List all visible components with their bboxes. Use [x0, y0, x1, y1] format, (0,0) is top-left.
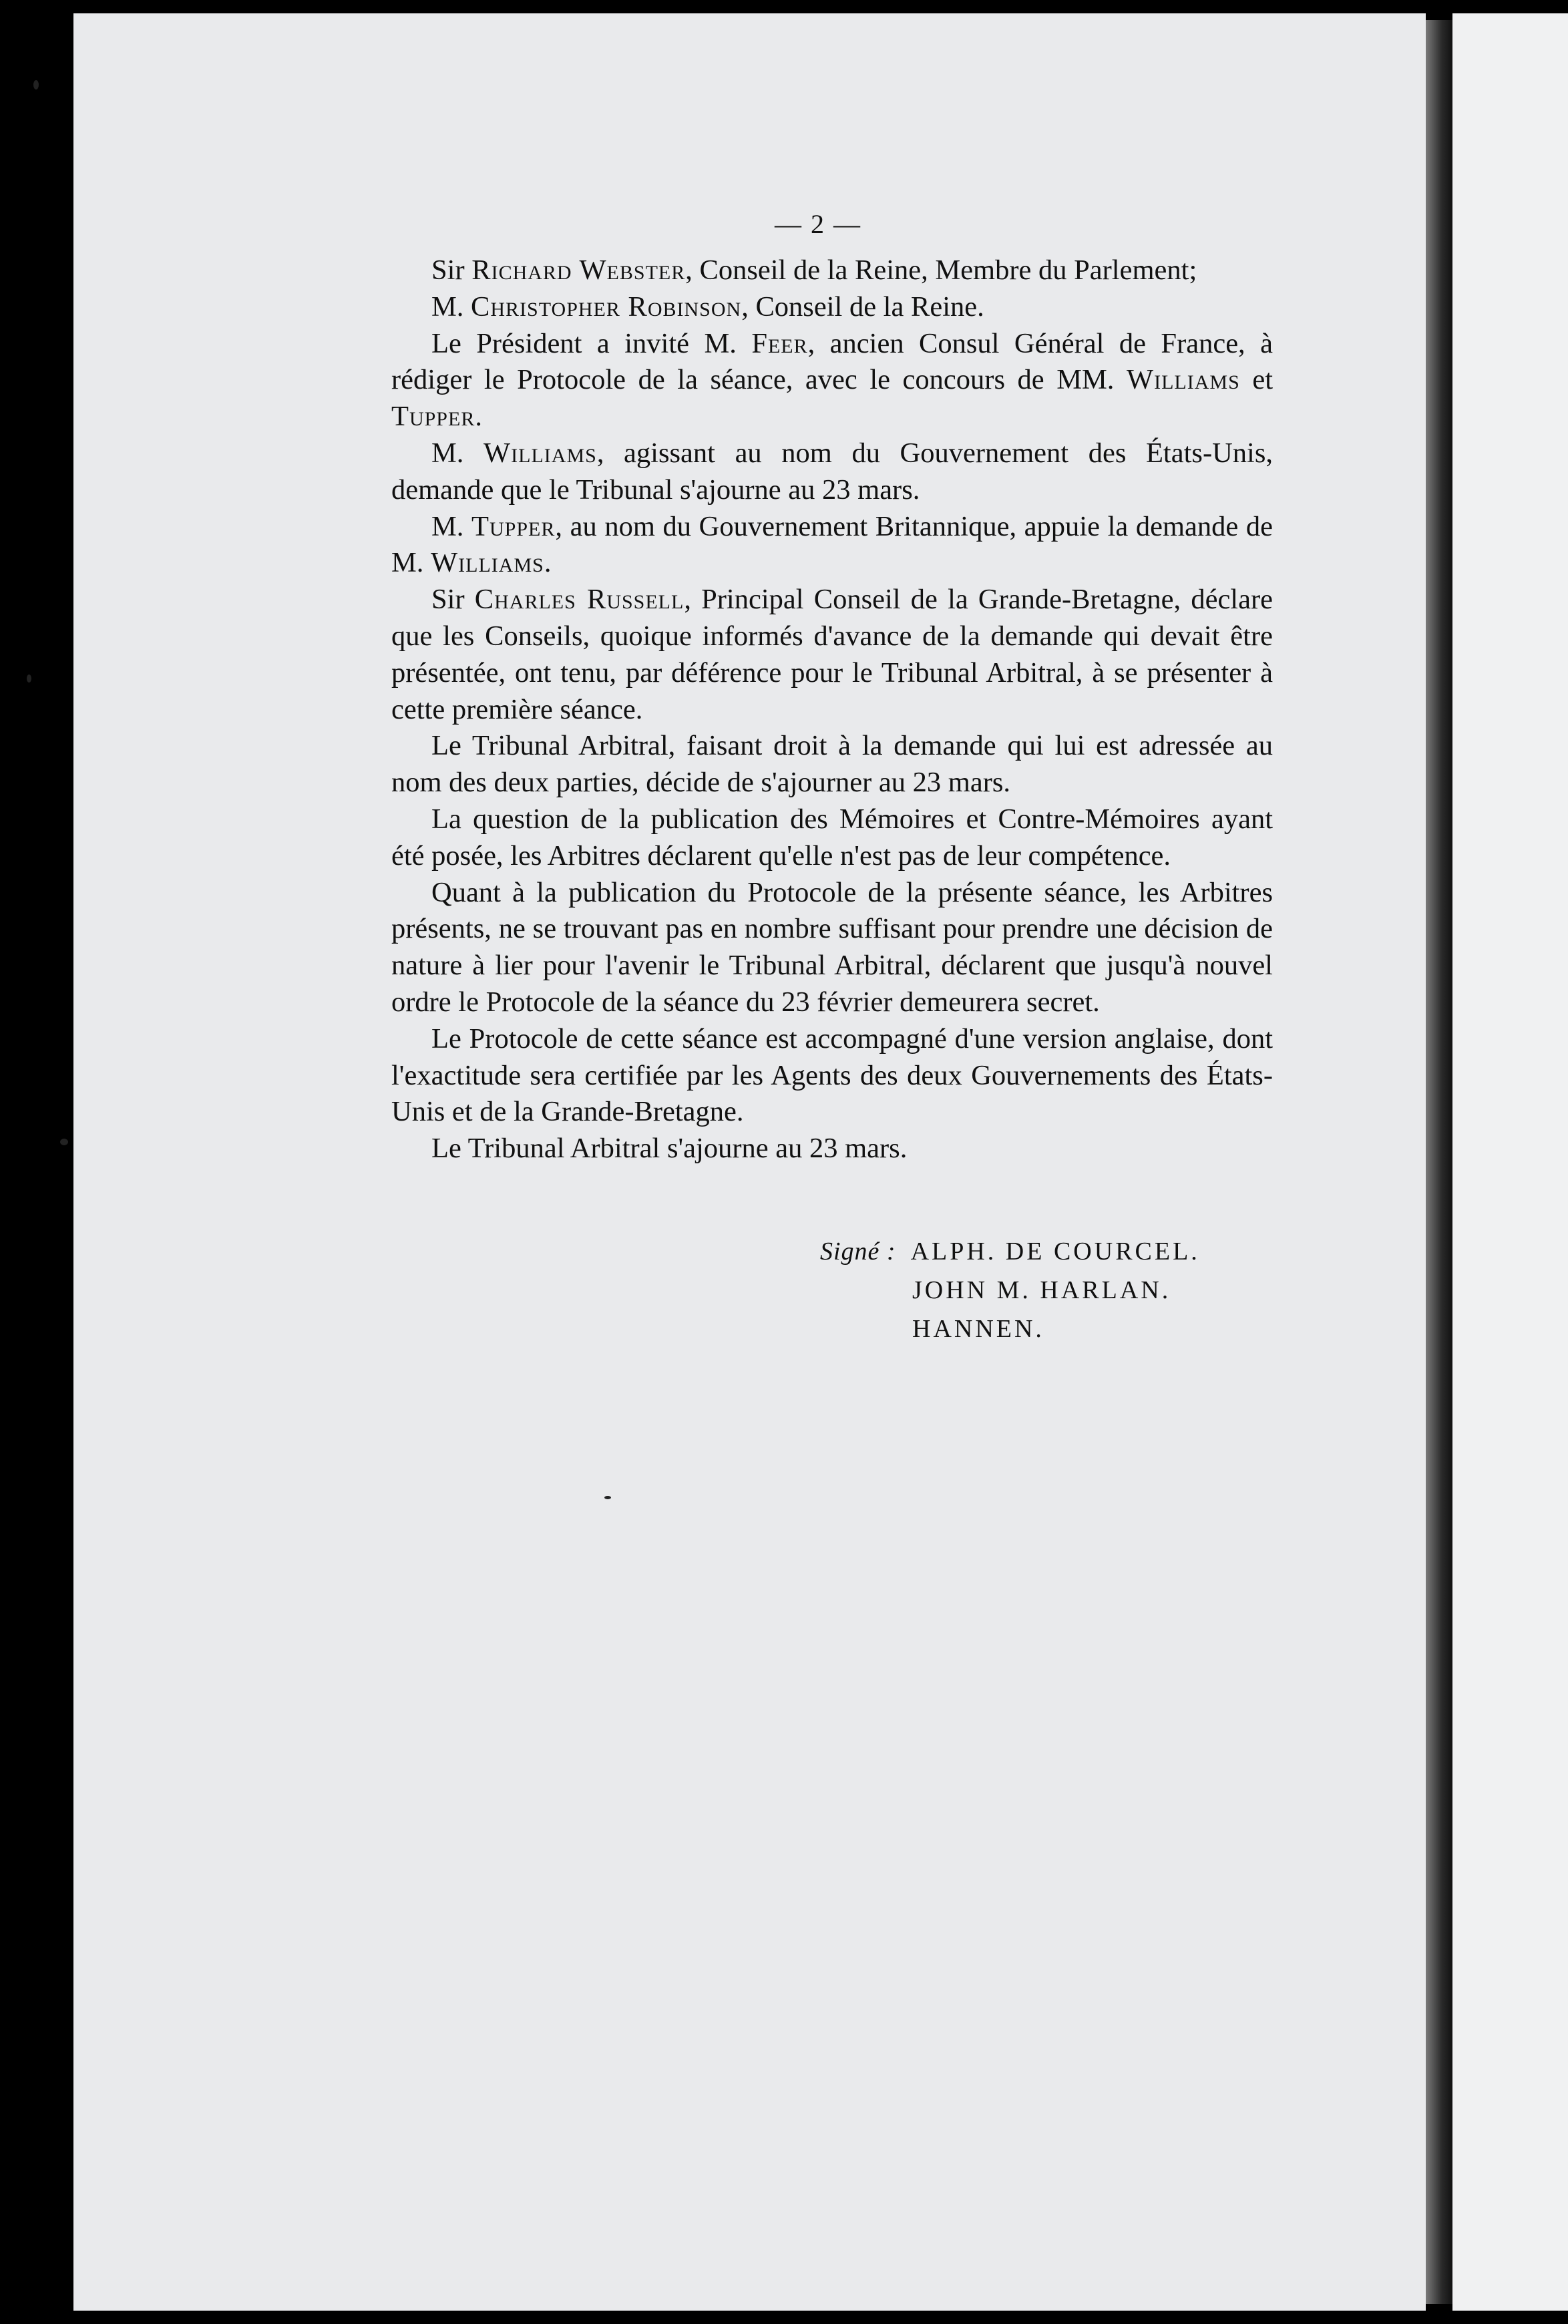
scan-speck [604, 1496, 611, 1499]
text-run: Le Président a invité M. [431, 327, 752, 359]
paragraph [391, 326, 1273, 435]
signatory-name: HANNEN. [912, 1315, 1044, 1343]
text-run: Le Tribunal Arbitral s'ajourne au 23 mars. [431, 1133, 908, 1165]
text-run: M. [431, 290, 471, 323]
paragraph [391, 1021, 1273, 1131]
scan-speck [60, 1139, 68, 1145]
text-run: , Conseil de la Reine. [741, 290, 984, 323]
text-run: . [544, 547, 552, 579]
text-run: Le Protocole de cette séance est accompagné d'une version anglaise, dont l'exactitude sera certifiée par les Agents des deux Gouvernements des États-Unis et de la Grande-Bretagne. [391, 1022, 1273, 1128]
person-name: Feer [751, 327, 808, 359]
text-run: , Conseil de la Reine, Membre du Parlement; [685, 254, 1197, 286]
text-run: La question de la publication des Mémoires et Contre-Mémoires ayant été posée, les Arbitres déclarent qu'elle n'est pas de leur compétence. [391, 803, 1273, 872]
paragraph [391, 252, 1273, 289]
person-name: Richard Webster [471, 254, 686, 286]
person-name: Williams [483, 437, 597, 469]
paragraph [391, 801, 1273, 875]
text-run: . [475, 401, 482, 433]
text-run: , agissant au nom du Gouvernement des États-Unis, demande que le Tribunal s'ajourne au 23 mars. [391, 437, 1273, 506]
person-name: Williams [1126, 364, 1240, 396]
signatory-name: ALPH. DE COURCEL. [910, 1237, 1200, 1266]
signatory-name: JOHN M. HARLAN. [912, 1276, 1171, 1304]
paragraph [391, 875, 1273, 1021]
body-text [391, 252, 1273, 1167]
text-run: Sir [431, 584, 475, 616]
text-run: Sir [431, 254, 472, 286]
paragraph [391, 289, 1273, 326]
paragraph [391, 1131, 1273, 1167]
page-number: — 2 — [775, 209, 861, 239]
signature-line [820, 1232, 1200, 1271]
page-edge-shadow [1426, 20, 1452, 2304]
scan-speck [33, 80, 39, 89]
scan-speck [27, 674, 31, 683]
text-run: , Principal Conseil de la Grande-Bretagne, déclare que les Conseils, quoique informés d'avance de la demande qui devait être présentée, ont tenu, par déférence pour le Tribunal Arbitral, à se présenter à cette première séance. [391, 584, 1273, 725]
paragraph [391, 728, 1273, 801]
text-run: , ancien Consul Général de France, à rédiger le Protocole de la séance, avec le concours de MM. [391, 327, 1273, 396]
paragraph [391, 509, 1273, 582]
text-run: , au nom du Gouvernement Britannique, appuie la demande de M. [391, 510, 1273, 579]
text-run: et [1239, 364, 1273, 396]
paragraph [391, 582, 1273, 728]
text-run: Quant à la publication du Protocole de la présente séance, les Arbitres présents, ne se trouvant pas en nombre suffisant pour prendre une décision de nature à lier pour l'avenir le Tribunal Arbitral, déclarent que jusqu'à nouvel ordre le Protocole de la séance du 23 février demeurera secret. [391, 876, 1273, 1018]
signature-block [820, 1232, 1200, 1348]
signature-label: Signé : [820, 1237, 896, 1266]
paragraph [391, 435, 1273, 509]
person-name: Christopher Robinson [471, 290, 742, 323]
person-name: Tupper [391, 401, 475, 433]
text-run: M. [431, 510, 472, 542]
text-run: M. [431, 437, 484, 469]
next-page-edge [1452, 13, 1568, 2311]
person-name: Williams [431, 547, 544, 579]
person-name: Tupper [471, 510, 556, 542]
person-name: Charles Russell [474, 584, 684, 616]
text-run: Le Tribunal Arbitral, faisant droit à la demande qui lui est adressée au nom des deux parties, décide de s'ajourner au 23 mars. [391, 730, 1273, 799]
